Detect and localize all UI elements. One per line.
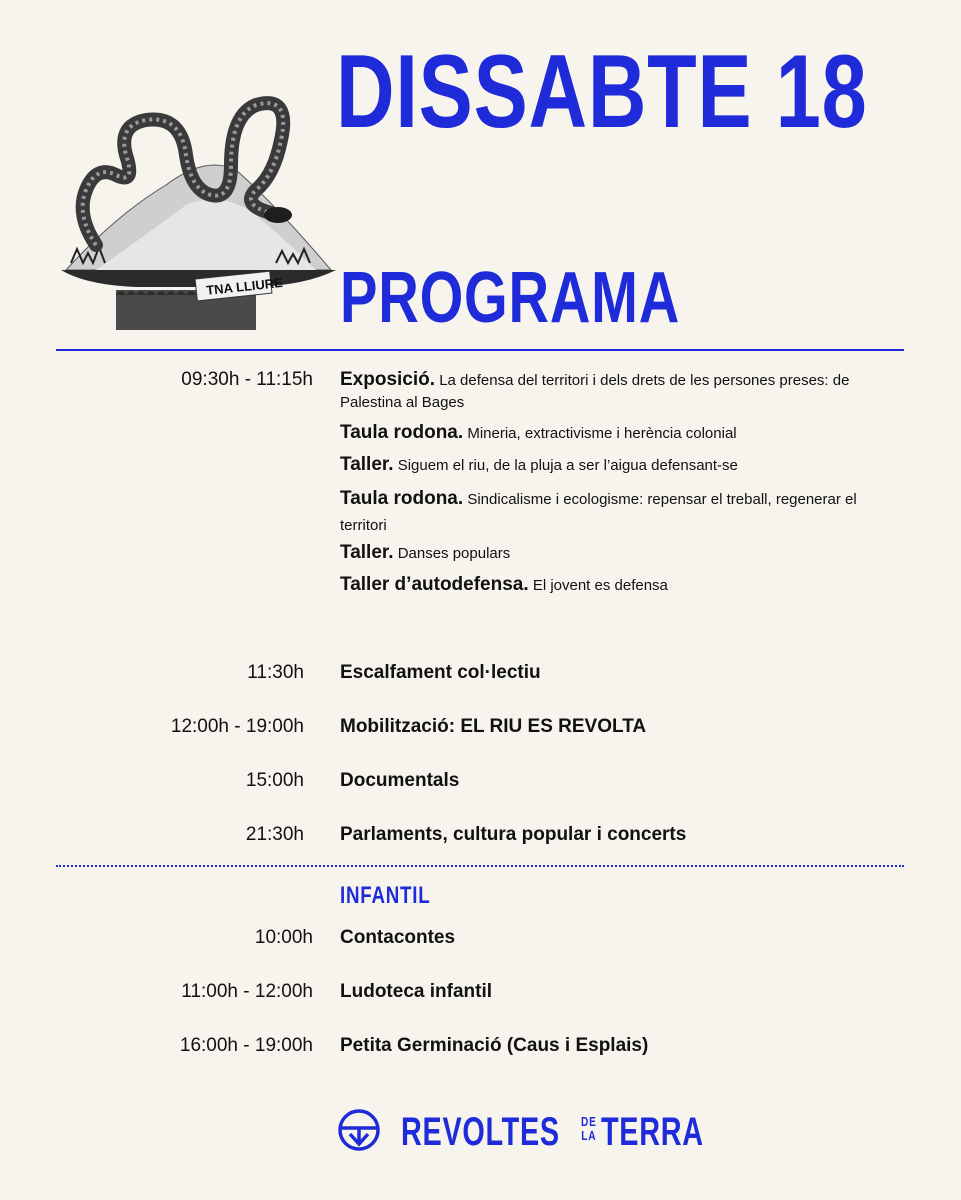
item-description: Sindicalisme i ecologisme: repensar el treball, regenerar el territori	[340, 491, 857, 534]
event-title: Petita Germinació (Caus i Esplais)	[340, 1035, 649, 1056]
time-label: 21:30h	[245, 824, 304, 845]
section-heading: PROGRAMA	[340, 258, 681, 338]
program-item	[340, 542, 880, 565]
collage-illustration	[56, 95, 341, 335]
event-title: Documentals	[340, 770, 460, 791]
item-description: Danses populars	[397, 545, 511, 562]
circle-down-arrow-icon	[337, 1108, 381, 1152]
time-label: 11:00h - 12:00h	[181, 981, 313, 1002]
item-type: Taller.	[340, 542, 394, 563]
divider	[56, 349, 904, 351]
program-item	[340, 454, 880, 477]
logo-word-terra: TERRA	[601, 1110, 704, 1154]
program-item	[340, 486, 880, 539]
time-label: 15:00h	[245, 770, 304, 791]
logo-word-revoltes: REVOLTES	[401, 1110, 560, 1154]
logo-de: DE	[581, 1114, 597, 1129]
time-label: 11:30h	[247, 662, 304, 683]
time-label: 12:00h - 19:00h	[170, 716, 304, 737]
banner-text: TNA LLIURE	[205, 274, 284, 298]
program-item	[340, 422, 880, 445]
item-type: Exposició.	[340, 369, 436, 390]
time-label: 09:30h - 11:15h	[181, 369, 313, 390]
kids-heading: INFANTIL	[340, 882, 431, 909]
item-type: Taula rodona.	[340, 422, 464, 443]
item-description: Siguem el riu, de la pluja a ser l’aigua defensant-se	[397, 457, 738, 474]
time-label: 16:00h - 19:00h	[179, 1035, 313, 1056]
item-type: Taula rodona.	[340, 488, 464, 509]
item-type: Taller.	[340, 454, 394, 475]
time-label: 10:00h	[254, 927, 313, 948]
logo-la: LA	[581, 1128, 597, 1143]
event-title: Mobilització: EL RIU ES REVOLTA	[340, 716, 647, 737]
event-title: Parlaments, cultura popular i concerts	[340, 824, 687, 845]
event-title: Contacontes	[340, 927, 456, 948]
program-item	[340, 369, 880, 414]
program-item	[340, 574, 880, 597]
event-title: Ludoteca infantil	[340, 981, 492, 1002]
item-type: Taller d’autodefensa.	[340, 574, 529, 595]
logo-word-de-la	[581, 1115, 597, 1143]
item-description: El jovent es defensa	[532, 577, 668, 594]
event-title: Escalfament col·lectiu	[340, 662, 541, 683]
organizer-logo	[337, 1106, 704, 1154]
dotted-divider	[56, 865, 904, 867]
page-title: DISSABTE 18	[336, 34, 868, 150]
item-description: Mineria, extractivisme i herència colonial	[467, 425, 737, 442]
item-description: La defensa del territori i dels drets de les persones preses: de Palestina al Bages	[340, 372, 850, 411]
